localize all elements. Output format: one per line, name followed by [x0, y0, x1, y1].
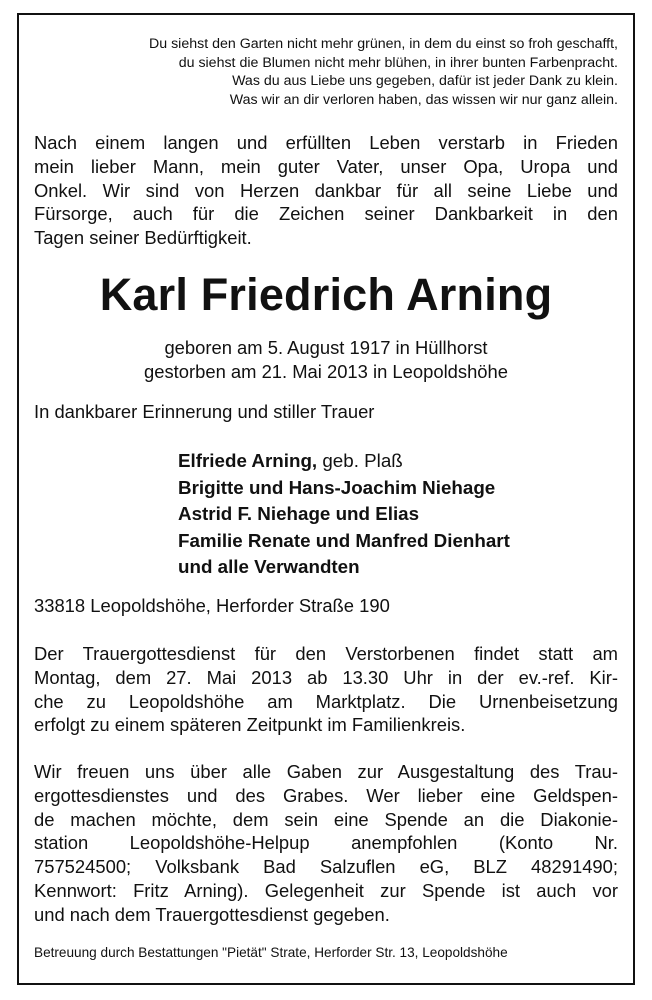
- mourner-entry: und alle Verwandten: [178, 556, 360, 578]
- birth-date: geboren am 5. August 1917 in Hüllhorst: [164, 337, 488, 358]
- service-line: Der Trauergottesdienst für den Verstorbenen findet statt am: [34, 643, 618, 664]
- donation-line: 757524500; Volksbank Bad Salzuflen eG, BLZ 48291490;: [34, 856, 618, 878]
- mourner-entry: Familie Renate und Manfred Dienhart: [178, 529, 510, 551]
- announcement-line: Fürsorge, auch für die Zeichen seiner Dankbarkeit in den: [34, 203, 618, 225]
- mourners-list: [178, 448, 510, 581]
- announcement-text: [34, 131, 618, 250]
- donation-line: ergottesdienstes und des Grabes. Wer lieber eine Geldspen-: [34, 784, 618, 806]
- mourner-entry: [178, 448, 510, 475]
- poem-line: Was wir an dir verloren haben, das wissen wir nur ganz allein.: [229, 91, 618, 108]
- memorial-poem: [28, 35, 618, 109]
- donation-line: station Leopoldshöhe-Helpup anempfohlen (Konto Nr.: [34, 832, 618, 854]
- donation-line: de machen möchte, dem sein eine Spende an die Diakonie-: [34, 808, 618, 830]
- donation-line: Kennwort: Fritz Arning). Gelegenheit zur Spende ist auch vor: [34, 879, 618, 901]
- mourner-entry: Brigitte und Hans-Joachim Niehage: [178, 476, 496, 498]
- donation-line: Wir freuen uns über alle Gaben zur Ausgestaltung des Trau-: [34, 761, 618, 782]
- service-info: [34, 642, 618, 737]
- maiden-name: geb. Plaß: [317, 450, 403, 471]
- donation-line: und nach dem Trauergottesdienst gegeben.: [34, 903, 390, 925]
- funeral-home-credit: Betreuung durch Bestattungen "Pietät" Strate, Herforder Str. 13, Leopoldshöhe: [34, 945, 508, 960]
- poem-line: du siehst die Blumen nicht mehr blühen, in ihrer bunten Farbenpracht.: [178, 54, 618, 71]
- donation-info: [34, 760, 618, 927]
- life-dates: [18, 336, 634, 384]
- announcement-line: Onkel. Wir sind von Herzen dankbar für all seine Liebe und: [34, 179, 618, 201]
- memory-line: In dankbarer Erinnerung und stiller Trauer: [34, 401, 375, 422]
- deceased-name: Karl Friedrich Arning: [99, 269, 553, 320]
- service-line: erfolgt zu einem späteren Zeitpunkt im Familienkreis.: [34, 714, 466, 736]
- announcement-line: Nach einem langen und erfüllten Leben verstarb in Frieden: [34, 132, 618, 153]
- family-address: 33818 Leopoldshöhe, Herforder Straße 190: [34, 595, 390, 616]
- announcement-line: Tagen seiner Bedürftigkeit.: [34, 227, 252, 249]
- poem-line: Was du aus Liebe uns gegeben, dafür ist jeder Dank zu klein.: [232, 73, 618, 89]
- poem-line: Du siehst den Garten nicht mehr grünen, in dem du einst so froh geschafft,: [149, 36, 618, 52]
- service-line: che zu Leopoldshöhe am Marktplatz. Die Urnenbeisetzung: [34, 690, 618, 712]
- service-line: Montag, dem 27. Mai 2013 ab 13.30 Uhr in der ev.-ref. Kir-: [34, 666, 618, 688]
- mourner-entry: Astrid F. Niehage und Elias: [178, 503, 420, 525]
- mourner-name: Elfriede Arning,: [178, 450, 318, 471]
- announcement-line: mein lieber Mann, mein guter Vater, unser Opa, Uropa und: [34, 155, 618, 177]
- death-date: gestorben am 21. Mai 2013 in Leopoldshöhe: [144, 361, 508, 382]
